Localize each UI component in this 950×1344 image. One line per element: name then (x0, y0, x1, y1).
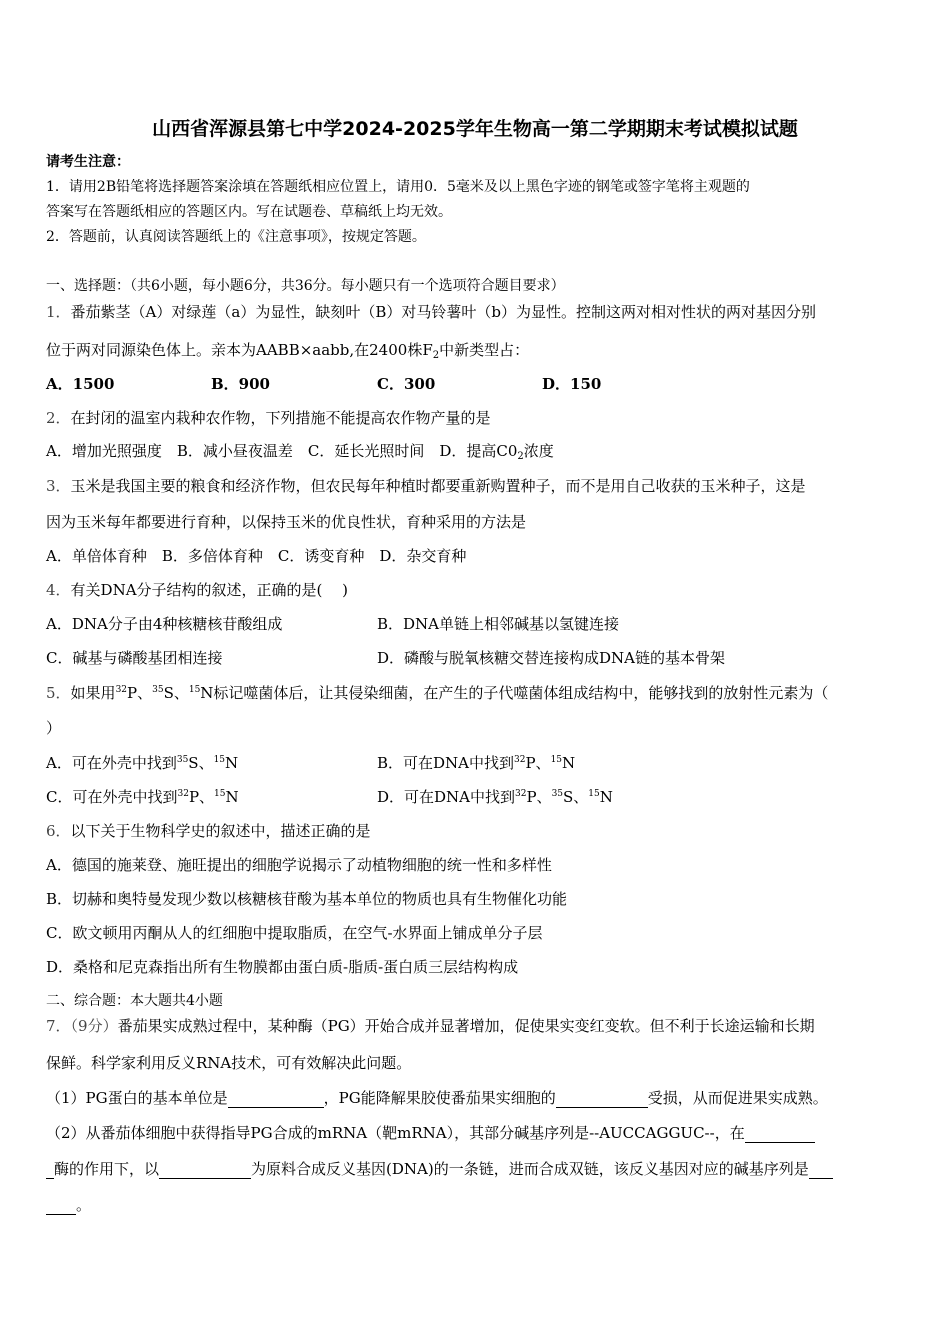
question-4-stem: 4．有关DNA分子结构的叙述，正确的是( ) (46, 581, 349, 599)
question-6-option-d: D．桑格和尼克森指出所有生物膜都由蛋白质-脂质-蛋白质三层结构构成 (46, 958, 519, 976)
question-number: 3． (46, 477, 71, 495)
answer-blank-continued[interactable] (46, 1198, 76, 1215)
answer-blank[interactable] (745, 1126, 815, 1143)
question-1-option-a: A．1500 (46, 375, 115, 393)
question-number: 1． (46, 303, 71, 321)
question-5-option-c: C．可在外壳中找到$^{32}$P、$^{15}$N (46, 788, 239, 806)
question-6-option-b: B．切赫和奥特曼发现少数以核糖核苷酸为基本单位的物质也具有生物催化功能 (46, 890, 568, 908)
question-number: 4． (46, 581, 71, 599)
question-1-line-1: 1．番茄紫茎（A）对绿莲（a）为显性，缺刻叶（B）对马铃薯叶（b）为显性。控制这两对相对性状的两对基因分别 (46, 303, 816, 321)
question-1-option-c: C．300 (377, 375, 436, 393)
question-2-options: A．增加光照强度 B．减小昼夜温差 C．延长光照时间 D．提高$C0_2$浓度 (46, 442, 554, 462)
question-6-option-a: A．德国的施莱登、施旺提出的细胞学说揭示了动植物细胞的统一性和多样性 (46, 856, 552, 874)
answer-blank[interactable] (556, 1091, 648, 1108)
question-7-part-2-line-3: 。 (46, 1195, 91, 1215)
question-1-option-d: D．150 (542, 375, 602, 393)
question-5-option-b: B．可在DNA中找到$^{32}$P、$^{15}$N (377, 754, 576, 772)
question-7-part-1: （1）PG蛋白的基本单位是 ，PG能降解果胶使番茄果实细胞的 受损，从而促进果实成熟。 (46, 1089, 828, 1107)
question-number: 2． (46, 409, 71, 427)
notice-line-1: 1．请用2B铅笔将选择题答案涂填在答题纸相应位置上，请用0．5毫米及以上黑色字迹的钢笔或签字笔将主观题的 (46, 179, 750, 195)
question-3-options: A．单倍体育种 B．多倍体育种 C．诱变育种 D．杂交育种 (46, 547, 467, 565)
question-3-line-2: 因为玉米每年都要进行育种，以保持玉米的优良性状，育种采用的方法是 (46, 513, 527, 531)
question-7-line-2: 保鲜。科学家利用反义RNA技术，可有效解决此问题。 (46, 1054, 412, 1072)
question-3-line-1: 3．玉米是我国主要的粮食和经济作物，但农民每年种植时都要重新购置种子，而不是用自己收获的玉米种子，这是 (46, 477, 806, 495)
notice-heading: 请考生注意： (46, 154, 130, 170)
question-7-part-2-line-1: （2）从番茄体细胞中获得指导PG合成的mRNA（靶mRNA），其部分碱基序列是--AUCCAGGUC--，在 (46, 1123, 815, 1143)
question-5-option-d: D．可在DNA中找到$^{32}$P、$^{35}$S、$^{15}$N (377, 788, 613, 806)
question-1-line-2: 位于两对同源染色体上。亲本为AABB×aabb,在2400株$F_2$中新类型占： (46, 341, 530, 361)
notice-line-2: 答案写在答题纸相应的答题区内。写在试题卷、草稿纸上均无效。 (46, 204, 452, 220)
question-7-line-1: 7．（9分）番茄果实成熟过程中，某种酶（PG）开始合成并显著增加，促使果实变红变软。但不利于长途运输和长期 (46, 1017, 815, 1035)
question-5-line-2: ） (46, 719, 62, 737)
section-2-heading: 二、综合题：本大题共4小题 (46, 993, 223, 1009)
answer-blank[interactable] (159, 1162, 251, 1179)
question-4-option-a: A．DNA分子由4种核糖核苷酸组成 (46, 615, 283, 633)
question-5-line-1: 5．如果用$^{32}$P、$^{35}$S、$^{15}$N标记噬菌体后，让其侵染细菌，在产生的子代噬菌体组成结构中，能够找到的放射性元素为（ (46, 684, 829, 702)
question-number: 7．（9分） (46, 1017, 118, 1035)
question-4-option-c: C．碱基与磷酸基团相连接 (46, 649, 223, 667)
question-1-option-b: B．900 (211, 375, 270, 393)
question-7-part-2-line-2: 酶的作用下，以 为原料合成反义基因(DNA)的一条链，进而合成双链，该反义基因对应的碱基序列是 (46, 1159, 833, 1179)
answer-blank-continued[interactable] (46, 1162, 54, 1179)
question-2-stem: 2．在封闭的温室内栽种农作物，下列措施不能提高农作物产量的是 (46, 409, 491, 427)
notice-line-3: 2．答题前，认真阅读答题纸上的《注意事项》，按规定答题。 (46, 229, 426, 245)
question-number: 5． (46, 684, 71, 702)
section-1-heading: 一、选择题：（共6小题，每小题6分，共36分。每小题只有一个选项符合题目要求） (46, 278, 565, 294)
question-number: 6． (46, 822, 71, 840)
question-6-stem: 6．以下关于生物科学史的叙述中，描述正确的是 (46, 822, 371, 840)
question-4-option-b: B．DNA单链上相邻碱基以氢键连接 (377, 615, 620, 633)
question-6-option-c: C．欧文顿用丙酮从人的红细胞中提取脂质，在空气-水界面上铺成单分子层 (46, 924, 543, 942)
page-title: 山西省浑源县第七中学2024-2025学年生物高一第二学期期末考试模拟试题 (152, 118, 798, 140)
answer-blank[interactable] (809, 1162, 833, 1179)
question-5-option-a: A．可在外壳中找到$^{35}$S、$^{15}$N (46, 754, 239, 772)
question-4-option-d: D．磷酸与脱氧核糖交替连接构成DNA链的基本骨架 (377, 649, 726, 667)
answer-blank[interactable] (228, 1091, 324, 1108)
